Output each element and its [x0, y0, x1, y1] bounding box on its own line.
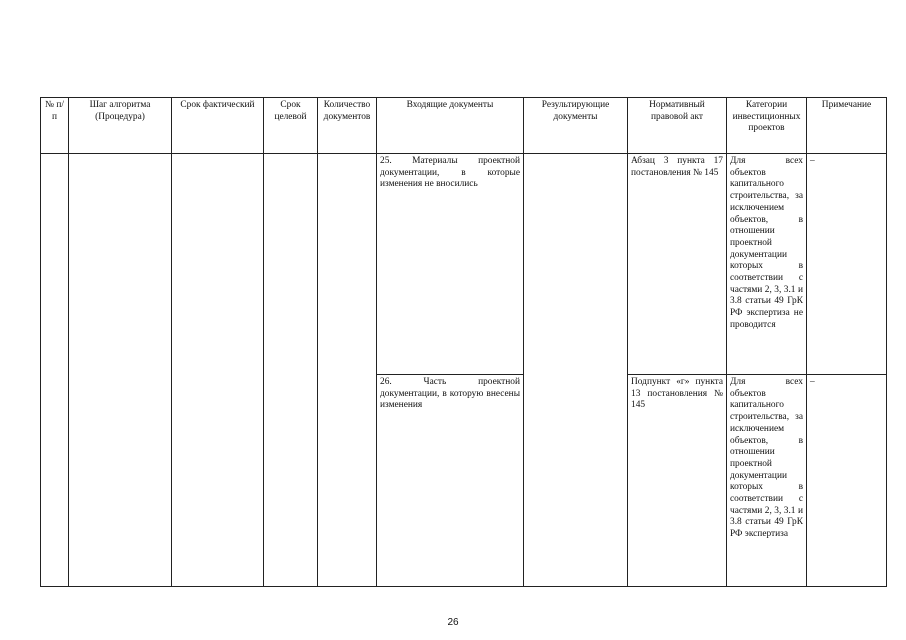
note-cell: –	[807, 154, 887, 375]
header-result-documents: Результирующие документы	[524, 98, 628, 154]
incoming-document-cell: 26. Часть проектной документации, в которую внесены изменения	[377, 375, 524, 587]
header-legal-act: Нормативный правовой акт	[628, 98, 727, 154]
category-cell: Для всех объектов капитального строительства, за исключением объектов, в отношении проектной документации которых в соответствии с частями 2, 3, 3.1 и 3.8 статьи 49 ГрК РФ экспертиза	[727, 375, 807, 587]
header-document-count: Количество документов	[318, 98, 377, 154]
note-cell: –	[807, 375, 887, 587]
header-number: № п/п	[41, 98, 69, 154]
header-project-categories: Категории инвестиционных проектов	[727, 98, 807, 154]
algorithm-table	[40, 97, 887, 587]
legal-act-cell: Подпункт «г» пункта 13 постановления № 145	[628, 375, 727, 587]
page-number: 26	[447, 617, 459, 628]
algorithm-step-cell	[69, 154, 172, 587]
table-header-row	[41, 98, 887, 154]
result-documents-cell	[524, 154, 628, 587]
header-incoming-documents: Входящие документы	[377, 98, 524, 154]
actual-term-cell	[172, 154, 264, 587]
target-term-cell	[264, 154, 318, 587]
incoming-document-cell: 25. Материалы проектной документации, в которые изменения не вносились	[377, 154, 524, 375]
header-note: Примечание	[807, 98, 887, 154]
category-cell: Для всех объектов капитального строительства, за исключением объектов, в отношении проектной документации которых в соответствии с частями 2, 3, 3.1 и 3.8 статьи 49 ГрК РФ экспертиза не проводится	[727, 154, 807, 375]
table-row	[41, 154, 887, 375]
header-target-term: Срок целевой	[264, 98, 318, 154]
legal-act-cell: Абзац 3 пункта 17 постановления № 145	[628, 154, 727, 375]
header-actual-term: Срок фактический	[172, 98, 264, 154]
document-count-cell	[318, 154, 377, 587]
number-cell	[41, 154, 69, 587]
header-algorithm-step: Шаг алгоритма (Процедура)	[69, 98, 172, 154]
